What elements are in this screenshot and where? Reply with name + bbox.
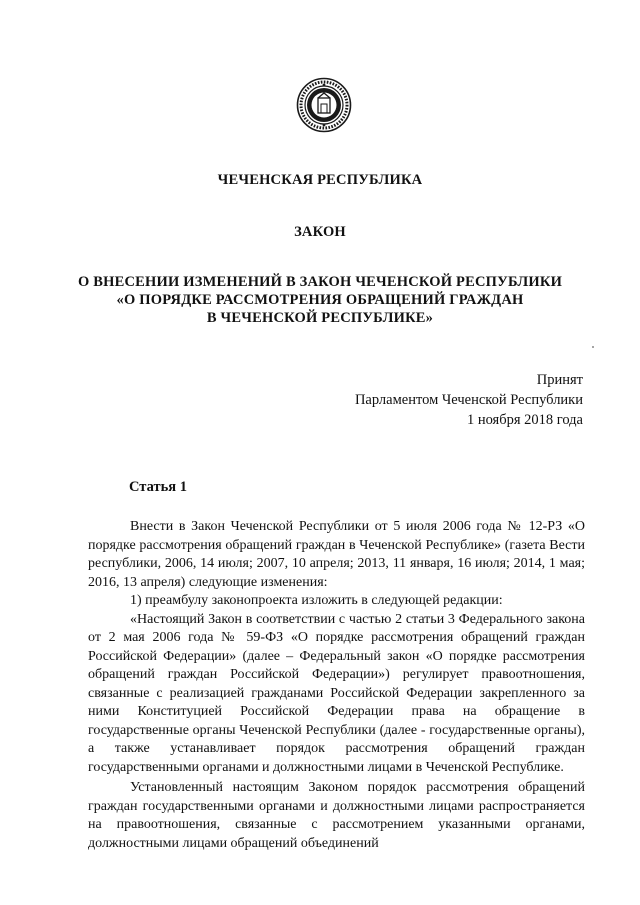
chechen-republic-emblem-icon [296, 77, 352, 133]
article-paragraph: «Настоящий Закон в соответствии с частью 2 статьи 3 Федерального закона от 2 мая 2006 года № 59-ФЗ «О порядке рассмотрения обращений граждан Российской Федерации» (далее – Федеральный закон «О порядке рассмотрения обращений граждан Российской Федерации») регулирует правоотношения, связанные с реализацией гражданами Российской Федерации закрепленного за ними Конституцией Российской Федерации права на обращение в государственные органы Чеченской Республики (далее - государственные органы), а также устанавливает порядок рассмотрения обращений граждан государственными органами и должностными лицами в Чеченской Республике. [88, 611, 585, 775]
adoption-block [355, 370, 583, 430]
article-paragraph: Внести в Закон Чеченской Республики от 5 июля 2006 года № 12-РЗ «О порядке рассмотрения обращений граждан в Чеченской Республике» (газета Вести республики, 2006, 14 июля; 2007, 10 апреля; 2013, 11 января, 16 июля; 2014, 1 мая; 2016, 13 апреля) следующие изменения: [88, 519, 585, 590]
law-title-line: О ВНЕСЕНИИ ИЗМЕНЕНИЙ В ЗАКОН ЧЕЧЕНСКОЙ РЕСПУБЛИКИ [77, 274, 563, 290]
republic-heading: ЧЕЧЕНСКАЯ РЕСПУБЛИКА [217, 172, 423, 188]
adoption-date: 1 ноября 2018 года [466, 412, 583, 428]
article-paragraph: Установленный настоящим Законом порядок рассмотрения обращений граждан государственными органами и должностными лицами распространяется на правоотношения, связанные с рассмотрением указанными органами, должностными лицами обращений объединений [88, 780, 585, 851]
article-heading: Статья 1 [129, 479, 187, 495]
law-title-line: В ЧЕЧЕНСКОЙ РЕСПУБЛИКЕ» [206, 310, 434, 326]
article-body [88, 518, 585, 853]
adoption-line: Принят [536, 372, 583, 388]
scan-dot [592, 346, 594, 348]
law-heading: ЗАКОН [294, 224, 346, 240]
law-title-line: «О ПОРЯДКЕ РАССМОТРЕНИЯ ОБРАЩЕНИЙ ГРАЖДАН [116, 292, 524, 308]
article-paragraph: 1) преамбулу законопроекта изложить в следующей редакции: [130, 593, 503, 608]
adoption-line: Парламентом Чеченской Республики [354, 392, 583, 408]
law-title [0, 273, 640, 327]
